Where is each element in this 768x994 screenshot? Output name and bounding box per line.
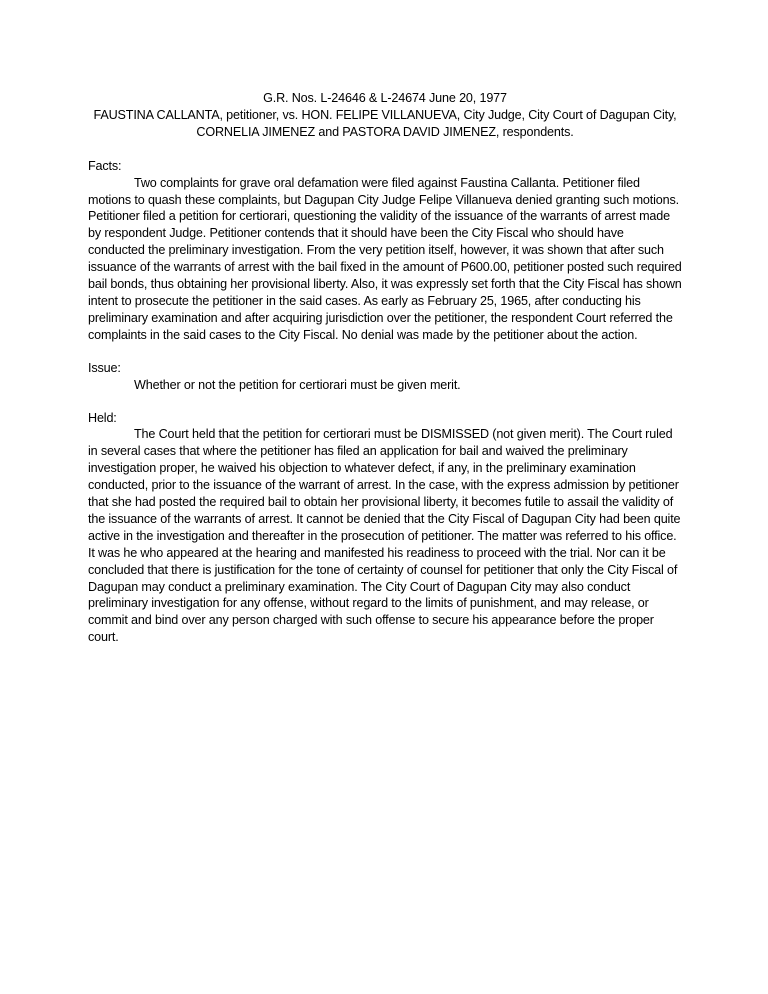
issue-body: Whether or not the petition for certiorari must be given merit. [134,377,461,392]
held-label: Held: [88,410,117,425]
facts-label: Facts: [88,158,122,173]
case-number-date: G.R. Nos. L-24646 & L-24674 June 20, 1977 [263,91,507,105]
case-header [80,90,690,141]
issue-label: Issue: [88,360,121,375]
facts-body: Two complaints for grave oral defamation were filed against Faustina Callanta. Petitioner filed motions to quash these complaints, but Dagupan City Judge Felipe Villanueva denied granting such motions. Petitioner filed a petition for certiorari, questioning the validity of the issuance of the warrants of arrest made by respondent Judge. Petitioner contends that it should have been the City Fiscal who should have conducted the preliminary investigation. From the very petition itself, however, it was shown that after such issuance of the warrants of arrest with the bail fixed in the amount of P600.00, petitioner posted such required bail bonds, thus obtaining her provisional liberty. Also, it was expressly set forth that the City Fiscal has shown intent to prosecute the petitioner in the said cases. As early as February 25, 1965, after conducting his preliminary examination and after acquiring jurisdiction over the petitioner, the respondent Court referred the complaints in the said cases to the City Fiscal. No denial was made by the petitioner about the action. [88,175,682,342]
document-content [88,90,682,646]
held-body: The Court held that the petition for certiorari must be DISMISSED (not given merit). The Court ruled in several cases that where the petitioner has filed an application for bail and waived the preliminary investigation proper, he waived his objection to whatever defect, if any, in the preliminary examination conducted, prior to the issuance of the warrant of arrest. In the case, with the express admission by petitioner that she had posted the required bail to obtain her provisional liberty, it becomes futile to assail the validity of the issuance of the warrants of arrest. It cannot be denied that the City Fiscal of Dagupan City had been quite active in the investigation and thereafter in the prosecution of petitioner. The matter was referred to his office. It was he who appeared at the hearing and manifested his readiness to proceed with the trial. Nor can it be concluded that there is justification for the tone of certainty of counsel for petitioner that only the City Fiscal of Dagupan may conduct a preliminary examination. The City Court of Dagupan City may also conduct preliminary investigation for any offense, without regard to the limits of punishment, and may release, or commit and bind over any person charged with such offense to secure his appearance before the proper court. [88,427,681,645]
case-parties-line-1: FAUSTINA CALLANTA, petitioner, vs. HON. FELIPE VILLANUEVA, City Judge, City Court of Dagupan City, [93,107,677,122]
case-parties-line-2: CORNELIA JIMENEZ and PASTORA DAVID JIMENEZ, respondents. [196,124,574,139]
